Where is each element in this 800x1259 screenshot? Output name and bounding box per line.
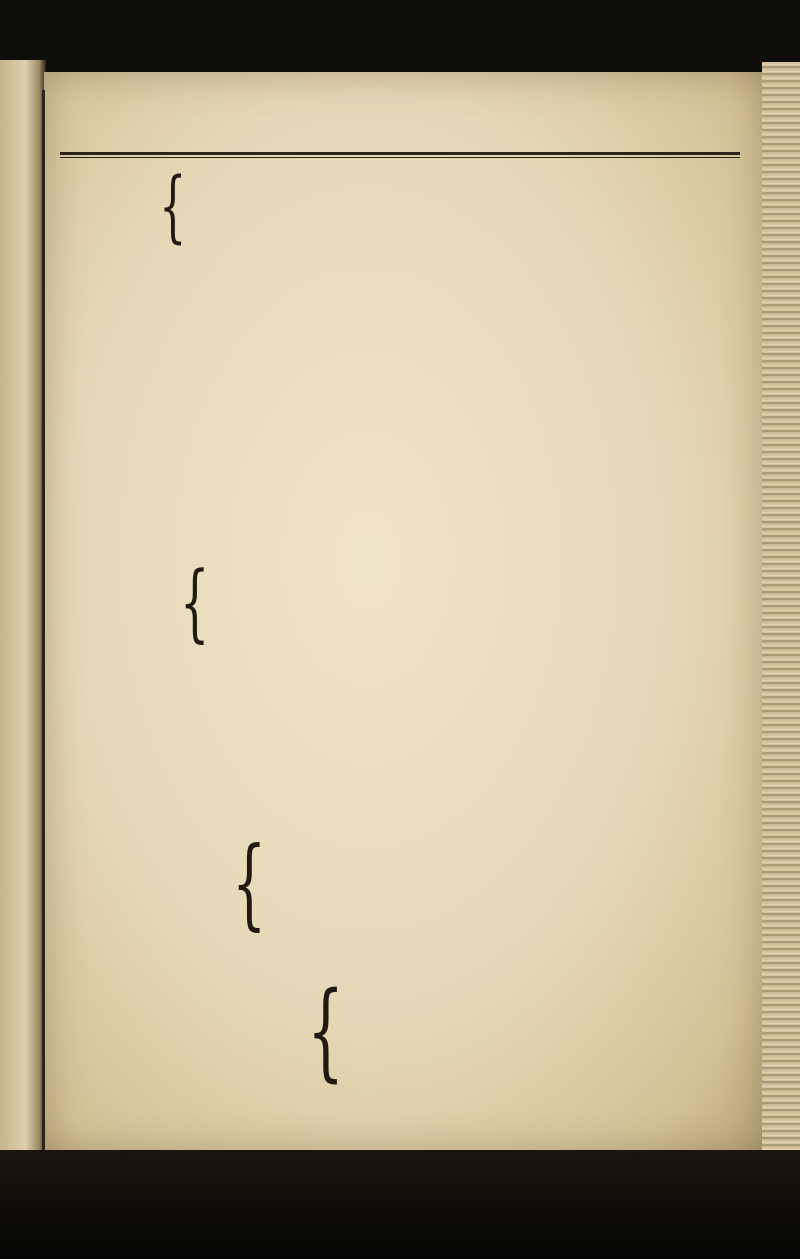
header-rule-thin — [60, 157, 740, 158]
bottom-shadow — [0, 1150, 800, 1259]
header-rule — [60, 152, 740, 155]
gutter-line — [42, 90, 45, 1150]
brace-icon: { — [180, 553, 210, 651]
right-page-edges — [762, 62, 800, 1172]
brace-icon: { — [159, 162, 187, 252]
left-page-edge — [0, 60, 46, 1150]
running-header — [61, 99, 741, 149]
brace-icon: { — [232, 827, 267, 941]
brace-icon: { — [307, 969, 345, 1092]
book-page — [44, 72, 764, 1154]
